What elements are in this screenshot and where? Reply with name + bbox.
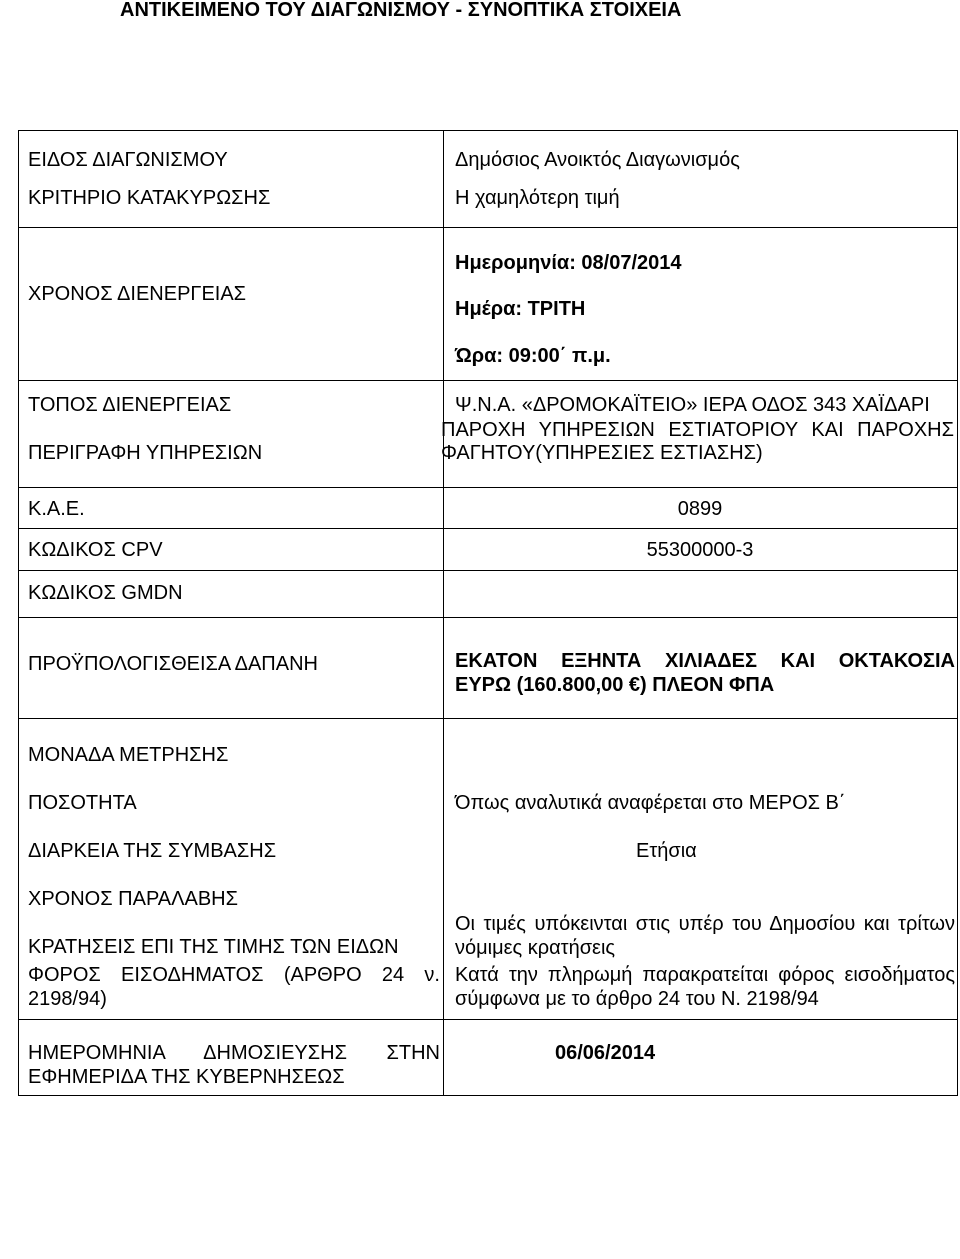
quantity-label: ΠΟΣΟΤΗΤΑ (28, 792, 137, 814)
conduct-day: Ημέρα: ΤΡΙΤΗ (455, 298, 586, 320)
kae-label: Κ.Α.Ε. (28, 498, 85, 520)
conduct-place-label: ΤΟΠΟΣ ΔΙΕΝΕΡΓΕΙΑΣ (28, 394, 232, 416)
row-divider (18, 227, 958, 228)
cpv-label: ΚΩΔΙΚΟΣ CPV (28, 539, 163, 561)
quantity-value: Όπως αναλυτικά αναφέρεται στο ΜΕΡΟΣ Β΄ (455, 792, 846, 814)
deductions-value-line: νόμιμες κρατήσεις (455, 937, 616, 959)
deductions-label: ΚΡΑΤΗΣΕΙΣ ΕΠΙ ΤΗΣ ΤΙΜΗΣ ΤΩΝ ΕΙΔΩΝ (28, 936, 399, 958)
gazette-publication-date: 06/06/2014 (555, 1042, 656, 1064)
kae-value: 0899 (677, 498, 723, 520)
row-divider (18, 570, 958, 571)
tender-type-value: Δημόσιος Ανοικτός Διαγωνισμός (455, 149, 740, 171)
gazette-publication-label-line: ΕΦΗΜΕΡΙΔΑ ΤΗΣ ΚΥΒΕΡΝΗΣΕΩΣ (28, 1066, 345, 1088)
income-tax-value-line: Κατά την πληρωμή παρακρατείται φόρος εισοδήματος (455, 964, 955, 986)
delivery-time-label: ΧΡΟΝΟΣ ΠΑΡΑΛΑΒΗΣ (28, 888, 238, 910)
table-bottom-border (18, 1095, 958, 1096)
conduct-time-label: ΧΡΟΝΟΣ ΔΙΕΝΕΡΓΕΙΑΣ (28, 283, 247, 305)
row-divider (18, 487, 958, 488)
contract-duration-value: Ετήσια (636, 840, 697, 862)
column-divider (443, 130, 444, 1096)
cpv-value: 55300000-3 (646, 539, 754, 561)
award-criterion-value: Η χαμηλότερη τιμή (455, 187, 620, 209)
budget-value-line: ΕΚΑΤΟΝ ΕΞΗΝΤΑ ΧΙΛΙΑΔΕΣ ΚΑΙ ΟΚΤΑΚΟΣΙΑ (455, 650, 955, 672)
conduct-hour: Ώρα: 09:00΄ π.μ. (455, 345, 611, 367)
services-description-line: ΦΑΓΗΤΟΥ(ΥΠΗΡΕΣΙΕΣ ΕΣΤΙΑΣΗΣ) (441, 442, 763, 464)
conduct-place-value: Ψ.Ν.Α. «ΔΡΟΜΟΚΑΪΤΕΙΟ» ΙΕΡΑ ΟΔΟΣ 343 ΧΑΪΔΑΡΙ (455, 394, 930, 416)
income-tax-label-line: 2198/94) (28, 988, 107, 1010)
row-divider (18, 617, 958, 618)
deductions-value-line: Οι τιμές υπόκεινται στις υπέρ του Δημοσίου και τρίτων (455, 913, 955, 935)
gmdn-label: ΚΩΔΙΚΟΣ GMDN (28, 582, 183, 604)
table-right-border (957, 130, 958, 1096)
document-title: ΑΝΤΙΚΕΙΜΕΝΟ ΤΟΥ ΔΙΑΓΩΝΙΣΜΟΥ - ΣΥΝΟΠΤΙΚΑ ΣΤΟΙΧΕΙΑ (120, 0, 682, 21)
income-tax-value-line: σύμφωνα με το άρθρο 24 του Ν. 2198/94 (455, 988, 819, 1010)
tender-type-label: ΕΙΔΟΣ ΔΙΑΓΩΝΙΣΜΟΥ (28, 149, 228, 171)
budget-value-line: ΕΥΡΩ (160.800,00 €) ΠΛΕΟΝ ΦΠΑ (455, 674, 775, 696)
services-description-line: ΠΑΡΟΧΗ ΥΠΗΡΕΣΙΩΝ ΕΣΤΙΑΤΟΡΙΟΥ ΚΑΙ ΠΑΡΟΧΗΣ (441, 419, 954, 441)
row-divider (18, 1019, 958, 1020)
table-left-border (18, 130, 19, 1096)
unit-of-measure-label: ΜΟΝΑΔΑ ΜΕΤΡΗΣΗΣ (28, 744, 229, 766)
budget-label: ΠΡΟΫΠΟΛΟΓΙΣΘΕΙΣΑ ΔΑΠΑΝΗ (28, 653, 318, 675)
row-divider (18, 528, 958, 529)
income-tax-label-line: ΦΟΡΟΣ ΕΙΣΟΔΗΜΑΤΟΣ (ΑΡΘΡΟ 24 ν. (28, 964, 440, 986)
table-top-border (18, 130, 958, 131)
row-divider (18, 380, 958, 381)
services-description-label: ΠΕΡΙΓΡΑΦΗ ΥΠΗΡΕΣΙΩΝ (28, 442, 263, 464)
gazette-publication-label-line: ΗΜΕΡΟΜΗΝΙΑ ΔΗΜΟΣΙΕΥΣΗΣ ΣΤΗΝ (28, 1042, 440, 1064)
award-criterion-label: ΚΡΙΤΗΡΙΟ ΚΑΤΑΚΥΡΩΣΗΣ (28, 187, 271, 209)
contract-duration-label: ΔΙΑΡΚΕΙΑ ΤΗΣ ΣΥΜΒΑΣΗΣ (28, 840, 277, 862)
conduct-date: Ημερομηνία: 08/07/2014 (455, 252, 682, 274)
row-divider (18, 718, 958, 719)
